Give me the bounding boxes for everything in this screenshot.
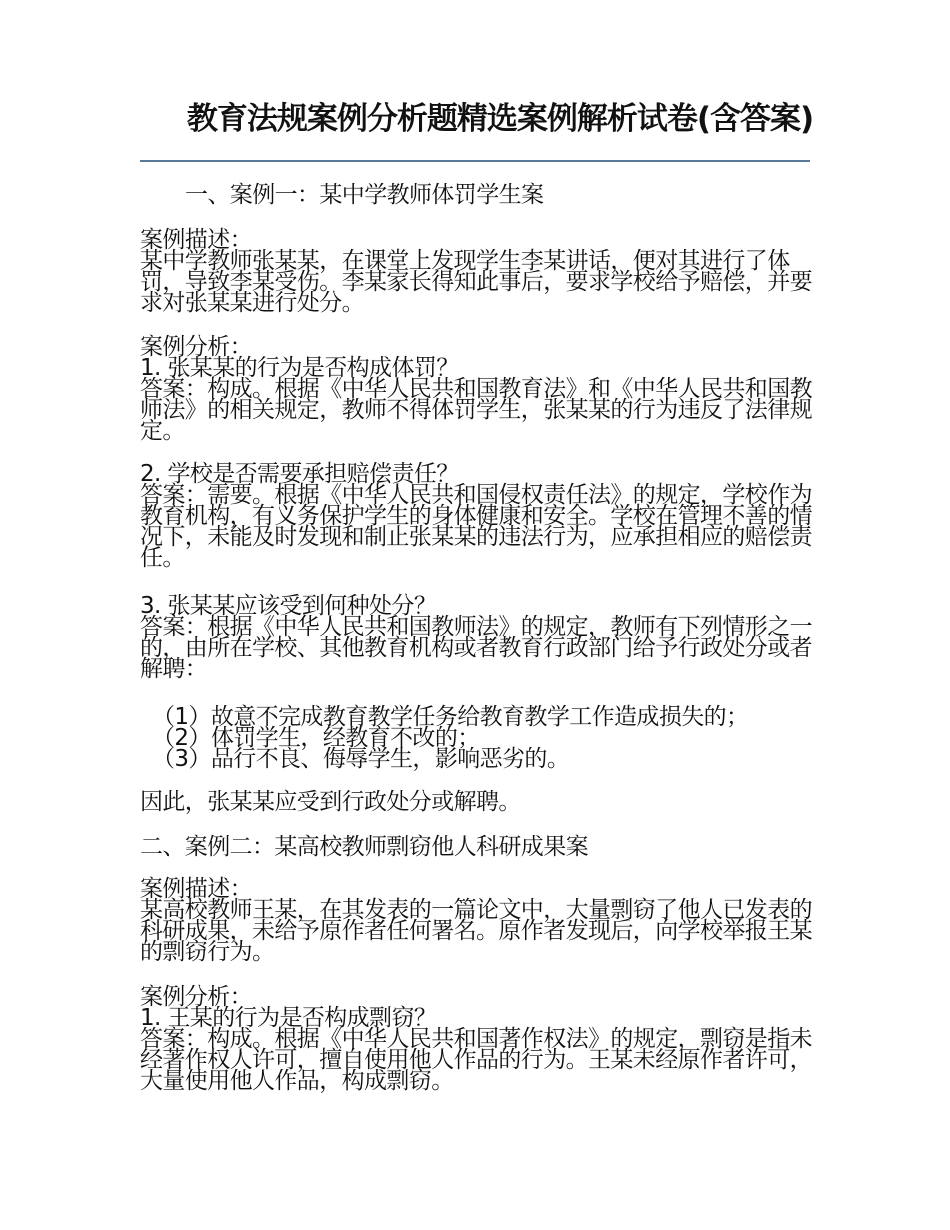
list-item: （1）故意不完成教育教学任务给教育教学工作造成损失的； xyxy=(152,704,749,730)
case1-question-1: 1. 张某某的行为是否构成体罚？ xyxy=(140,355,459,381)
case1-answer-2: 答案：需要。根据《中华人民共和国侵权责任法》的规定，学校作为教育机构，有义务保护学生的身体健康和安全。学校在管理不善的情况下，未能及时发现和制止张某某的违法行为，应承担相应的赔偿责任。 xyxy=(140,482,813,571)
list-item: （3）品行不良、侮辱学生，影响恶劣的。 xyxy=(152,746,570,772)
case2-description: 某高校教师王某，在其发表的一篇论文中，大量剽窃了他人已发表的科研成果，未给予原作者任何署名。原作者发现后，向学校举报王某的剽窃行为。 xyxy=(140,897,813,965)
case1-conclusion: 因此，张某某应受到行政处分或解聘。 xyxy=(140,789,521,815)
case1-description: 某中学教师张某某，在课堂上发现学生李某讲话，便对其进行了体罚，导致李某受伤。李某家长得知此事后，要求学校给予赔偿，并要求对张某某进行处分。 xyxy=(140,248,813,316)
case2-description-label: 案例描述： xyxy=(140,876,253,902)
case1-answer-3: 答案：根据《中华人民共和国教师法》的规定，教师有下列情形之一的，由所在学校、其他教育机构或者教育行政部门给予行政处分或者解聘： xyxy=(140,614,813,682)
case1-question-3: 3. 张某某应该受到何种处分？ xyxy=(140,593,437,619)
case1-description-label: 案例描述： xyxy=(140,227,253,253)
case1-question-2: 2. 学校是否需要承担赔偿责任？ xyxy=(140,461,459,487)
case1-heading: 一、案例一：某中学教师体罚学生案 xyxy=(185,182,544,208)
title-underline xyxy=(140,160,810,162)
case1-analysis-label: 案例分析： xyxy=(140,334,253,360)
document-title: 教育法规案例分析题精选案例解析试卷(含答案) xyxy=(186,101,814,137)
case2-analysis-label: 案例分析： xyxy=(140,984,253,1010)
case2-question-1: 1. 王某的行为是否构成剽窃？ xyxy=(140,1005,437,1031)
case1-answer-1: 答案：构成。根据《中华人民共和国教育法》和《中华人民共和国教师法》的相关规定，教师不得体罚学生，张某某的行为违反了法律规定。 xyxy=(140,376,813,444)
case2-answer-1: 答案：构成。根据《中华人民共和国著作权法》的规定，剽窃是指未经著作权人许可，擅自使用他人作品的行为。王某未经原作者许可，大量使用他人作品，构成剽窃。 xyxy=(140,1026,813,1094)
list-item: （2）体罚学生，经教育不改的； xyxy=(152,725,480,751)
case2-heading: 二、案例二：某高校教师剽窃他人科研成果案 xyxy=(140,834,589,860)
